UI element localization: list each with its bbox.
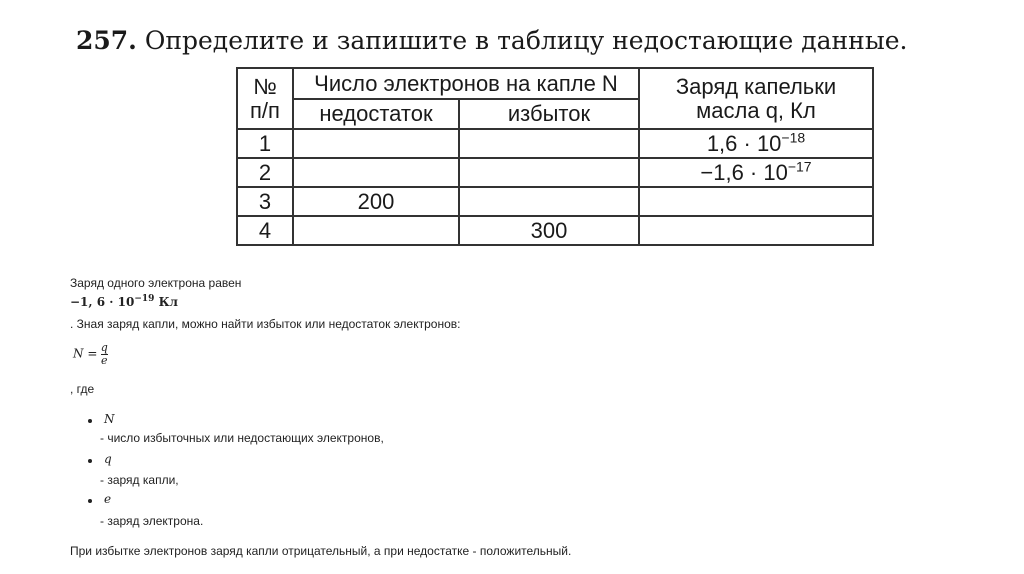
row-number: 1 bbox=[237, 129, 293, 158]
formula-denominator: e bbox=[100, 354, 108, 367]
header-charge-line1: Заряд капельки bbox=[675, 74, 837, 100]
where-label: , где bbox=[70, 382, 95, 396]
charge-base: 1,6 · 10 bbox=[706, 130, 782, 156]
electron-charge-value bbox=[70, 294, 178, 309]
header-excess-cell: избыток bbox=[459, 99, 639, 129]
row-charge bbox=[639, 187, 873, 216]
task-text: Определите и запишите в таблицу недостающие данные. bbox=[144, 26, 908, 55]
formula-fraction bbox=[101, 342, 108, 367]
row-charge bbox=[639, 129, 873, 158]
charge-table bbox=[236, 67, 874, 246]
row-excess: 300 bbox=[459, 216, 639, 245]
row-deficit: 200 bbox=[293, 187, 459, 216]
table-row bbox=[237, 187, 873, 216]
task-title bbox=[76, 26, 907, 55]
electron-charge-base: −1, 6 · 10 bbox=[70, 295, 135, 309]
charge-exponent: −17 bbox=[787, 158, 812, 175]
table-row bbox=[237, 216, 873, 245]
bullet-text: - число избыточных или недостающих электронов, bbox=[100, 431, 384, 445]
formula-numerator: q bbox=[100, 341, 108, 354]
row-charge bbox=[639, 158, 873, 187]
row-number: 4 bbox=[237, 216, 293, 245]
row-deficit bbox=[293, 216, 459, 245]
header-electrons-cell: Число электронов на капле N bbox=[293, 68, 639, 99]
bullet-symbol: q bbox=[104, 452, 112, 466]
header-charge-cell bbox=[639, 68, 873, 129]
electron-charge-intro: Заряд одного электрона равен bbox=[70, 276, 242, 290]
header-deficit-cell: недостаток bbox=[293, 99, 459, 129]
header-charge-line2: масла q, Кл bbox=[696, 97, 816, 123]
bullet-dot bbox=[88, 459, 92, 463]
bullet-symbol: e bbox=[104, 492, 112, 506]
row-number: 3 bbox=[237, 187, 293, 216]
formula bbox=[73, 342, 108, 367]
bullet-dot bbox=[88, 419, 92, 423]
row-deficit bbox=[293, 129, 459, 158]
row-excess bbox=[459, 187, 639, 216]
bullet-text: - заряд электрона. bbox=[100, 514, 204, 528]
header-number-line2: п/п bbox=[250, 97, 280, 123]
bullet-dot bbox=[88, 499, 92, 503]
conclusion-text: При избытке электронов заряд капли отрицательный, а при недостатке - положительный. bbox=[70, 544, 572, 558]
electron-charge-exponent: −19 bbox=[134, 294, 155, 304]
table-row bbox=[237, 129, 873, 158]
method-sentence: . Зная заряд капли, можно найти избыток или недостаток электронов: bbox=[70, 317, 461, 331]
table-row bbox=[237, 158, 873, 187]
header-number-cell bbox=[237, 68, 293, 129]
bullet-symbol: N bbox=[104, 412, 115, 426]
task-number: 257. bbox=[76, 26, 137, 55]
bullet-text: - заряд капли, bbox=[100, 473, 179, 487]
row-charge bbox=[639, 216, 873, 245]
row-deficit bbox=[293, 158, 459, 187]
row-excess bbox=[459, 129, 639, 158]
electron-charge-unit: Кл bbox=[154, 295, 178, 309]
row-excess bbox=[459, 158, 639, 187]
header-number-line1: № bbox=[253, 74, 277, 100]
row-number: 2 bbox=[237, 158, 293, 187]
charge-base: −1,6 · 10 bbox=[700, 159, 788, 185]
formula-lhs: N = bbox=[73, 346, 98, 361]
charge-exponent: −18 bbox=[781, 129, 806, 146]
